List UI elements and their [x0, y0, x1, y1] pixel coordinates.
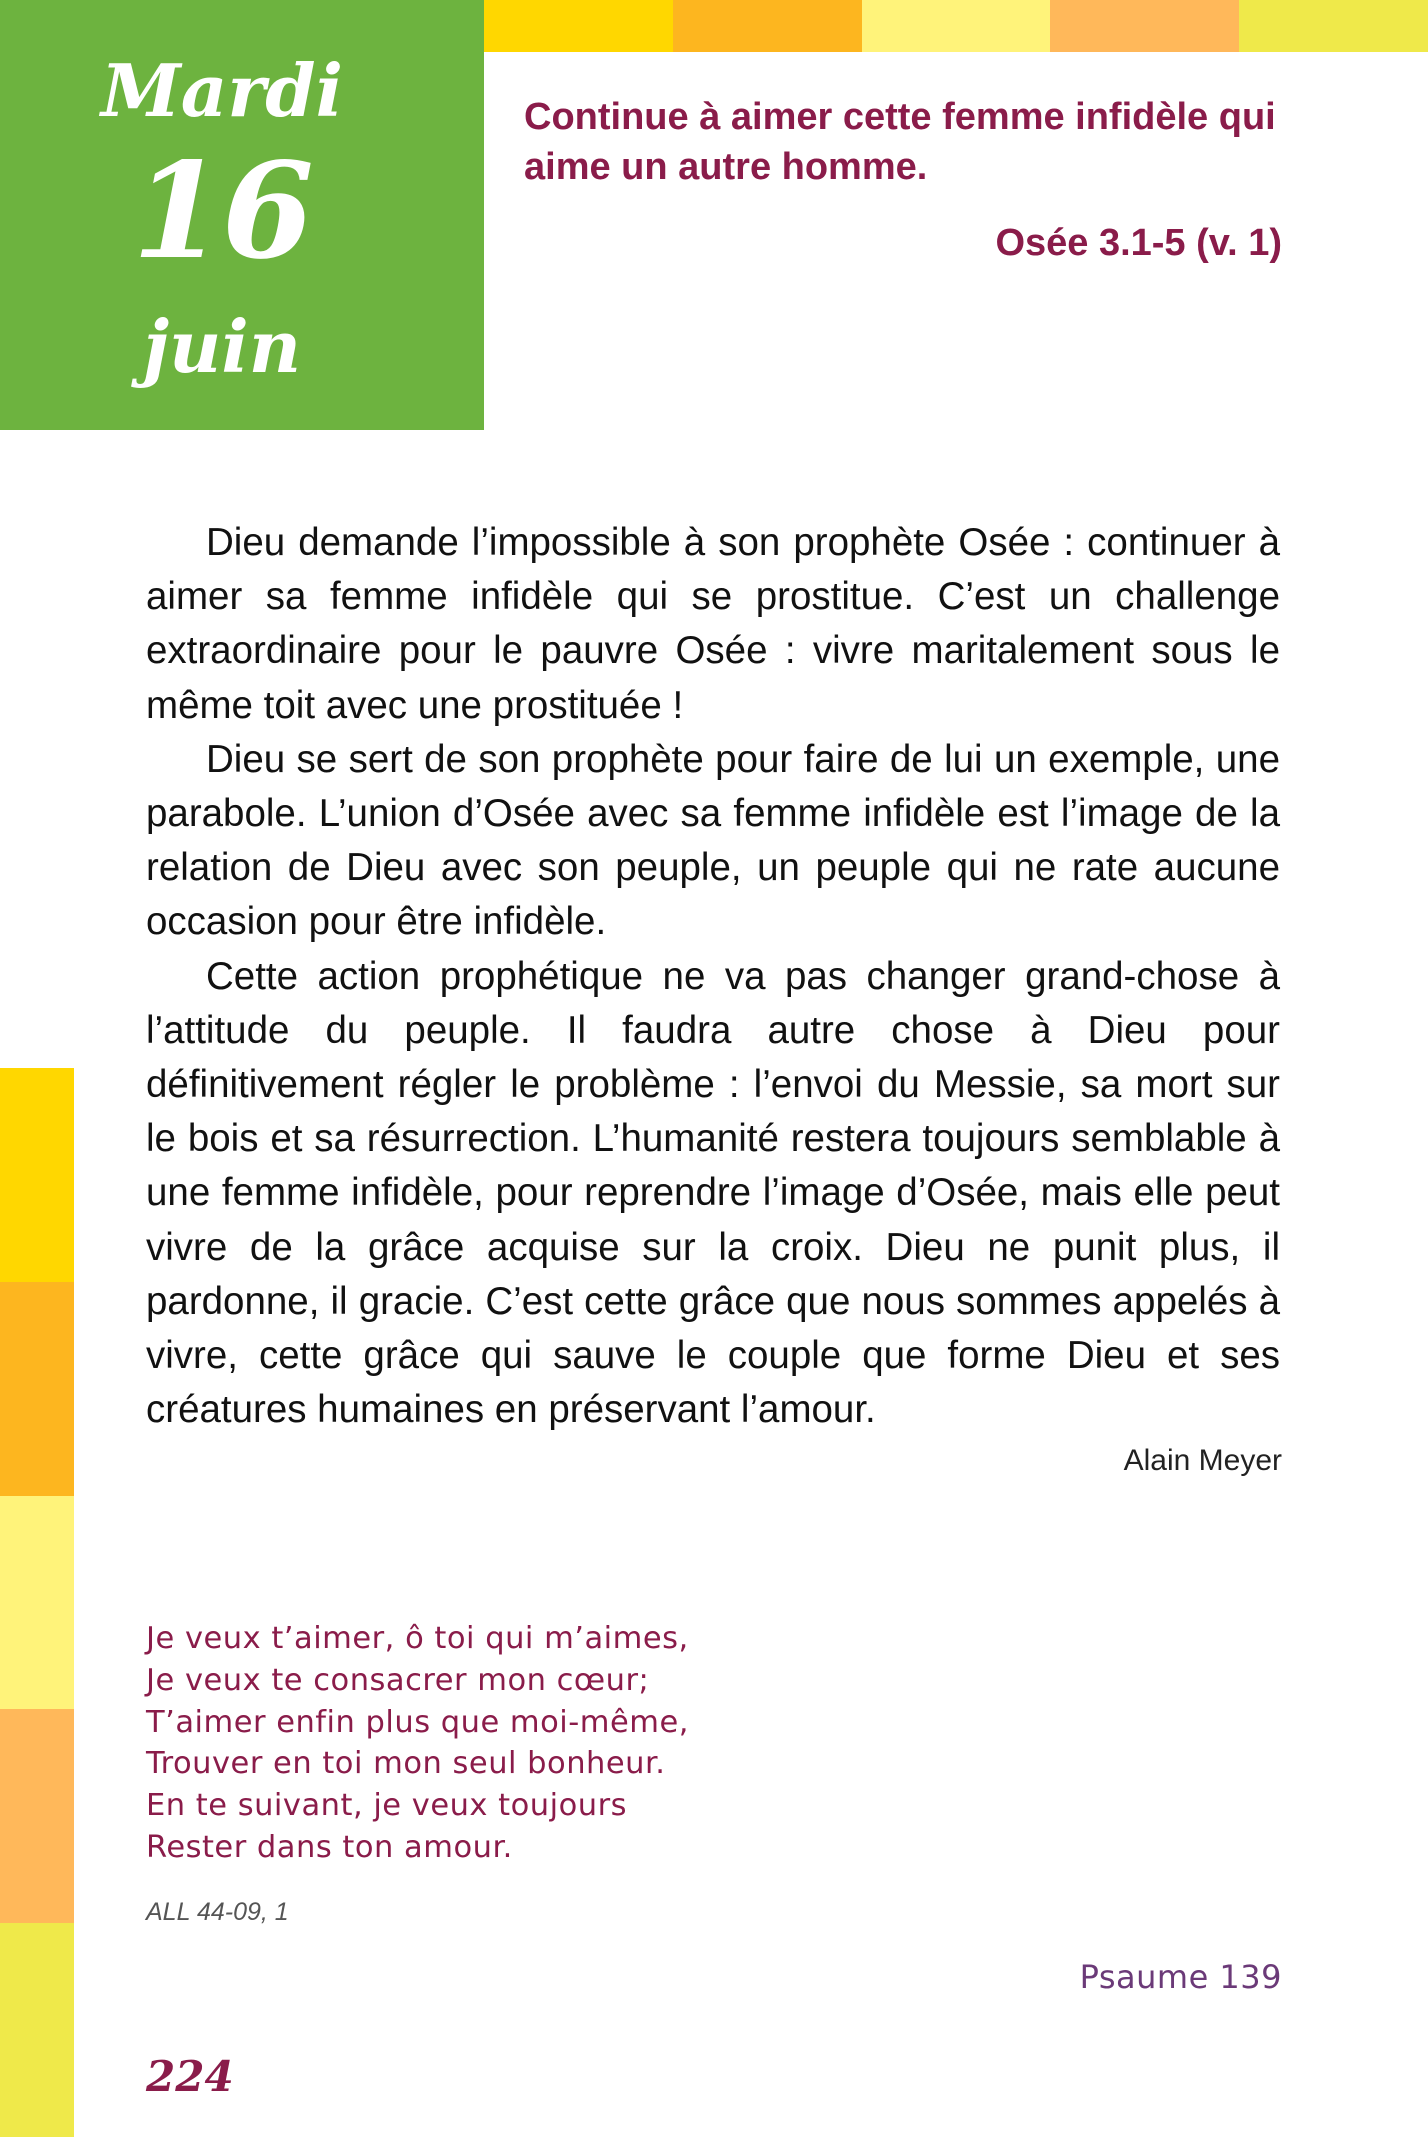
date-block: [0, 0, 484, 430]
hymn-line: En te suivant, je veux toujours: [146, 1788, 627, 1824]
strip-segment: [0, 1923, 74, 2137]
date-day: Mardi: [101, 48, 343, 133]
paragraph: Dieu se sert de son prophète pour faire de lui un exemple, une parabole. L’union d’Osée avec sa femme infidèle est l’image de la relation de Dieu avec son peuple, un peuple qui ne rate aucune occasion pour être infidèle.: [146, 737, 1280, 944]
strip-segment: [0, 1496, 74, 1710]
hymn-line: Rester dans ton amour.: [146, 1829, 513, 1865]
hymn-reference: ALL 44-09, 1: [146, 1898, 289, 1926]
hymn-line: Trouver en toi mon seul bonheur.: [146, 1746, 666, 1782]
hymn-line: Je veux te consacrer mon cœur;: [146, 1662, 650, 1698]
strip-segment: [0, 1282, 74, 1496]
strip-segment: [862, 0, 1051, 52]
strip-segment: [0, 1709, 74, 1923]
psalm-reference: Psaume 139: [1079, 1958, 1282, 1996]
author-name: Alain Meyer: [1123, 1444, 1282, 1477]
meditation-text: [146, 516, 1280, 1437]
paragraph: Cette action prophétique ne va pas changer grand-chose à l’attitude du peuple. Il faudra autre chose à Dieu pour définitivement régler le problème : l’envoi du Messie, sa mort sur le bois et sa résurrection. L’humanité restera toujours semblable à une femme infidèle, pour reprendre l’image d’Osée, mais elle peut vivre de la grâce acquise sur la croix. Dieu ne punit plus, il pardonne, il gracie. C’est cette grâce que nous sommes appelés à vivre, cette grâce qui sauve le couple que forme Dieu et ses créatures humaines en préservant l’amour.: [146, 954, 1280, 1432]
strip-segment: [1050, 0, 1239, 52]
left-color-strip: [0, 1068, 74, 2137]
strip-segment: [0, 1068, 74, 1282]
hymn-verse: [146, 1618, 946, 1869]
page-number: 224: [146, 2052, 234, 2101]
hymn-line: Je veux t’aimer, ô toi qui m’aimes,: [146, 1621, 689, 1656]
strip-segment: [484, 0, 673, 52]
verse-text: Continue à aimer cette femme infidèle qui aime un autre homme.: [524, 96, 1276, 188]
date-month: juin: [142, 304, 302, 389]
hymn-line: T’aimer enfin plus que moi-même,: [146, 1704, 689, 1740]
strip-segment: [673, 0, 862, 52]
paragraph: Dieu demande l’impossible à son prophète Osée : continuer à aimer sa femme infidèle qui se prostitue. C’est un challenge extraordinaire pour le pauvre Osée : vivre maritalement sous le même toit avec une prostituée !: [146, 521, 1280, 727]
strip-segment: [1239, 0, 1428, 52]
verse-reference: Osée 3.1-5 (v. 1): [995, 222, 1282, 264]
top-color-strip: [484, 0, 1428, 52]
date-number: 16: [132, 134, 312, 289]
